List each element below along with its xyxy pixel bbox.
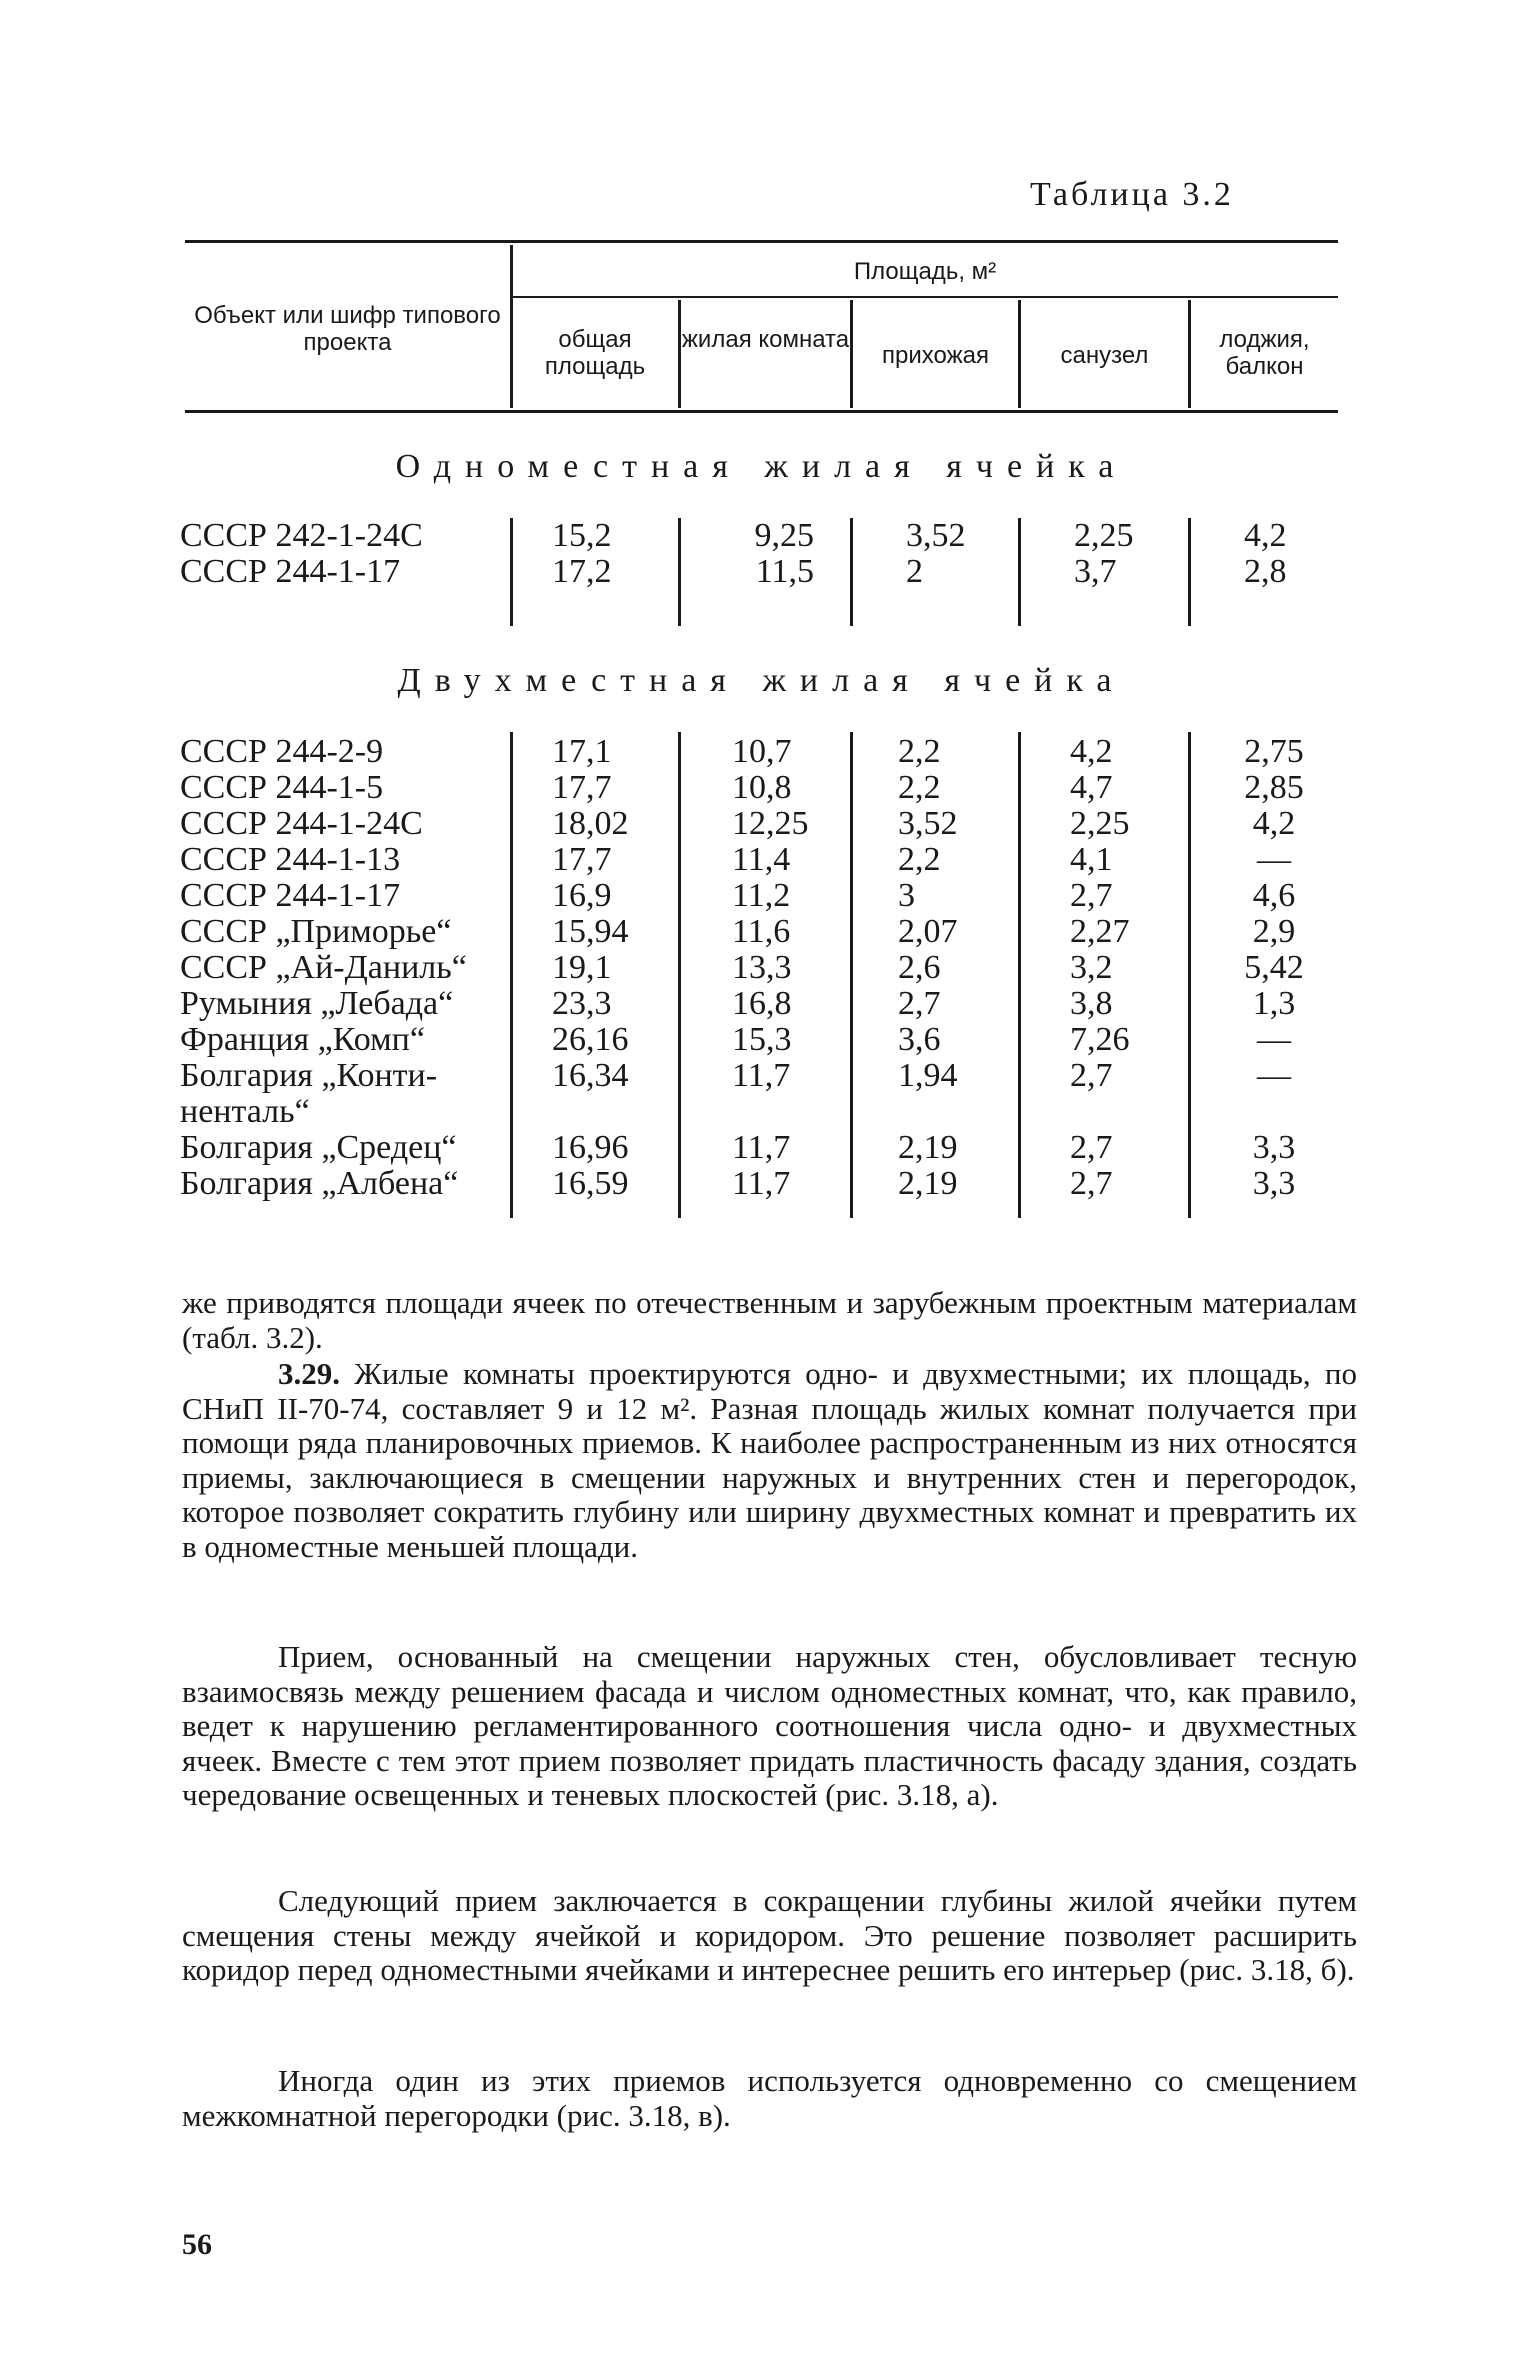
table-row-name: СССР 244-1-17: [180, 877, 401, 914]
cell-hall: 1,94: [898, 1057, 958, 1094]
cell-total: 16,34: [552, 1057, 629, 1094]
table-row-name: СССР 242-1-24С: [180, 517, 423, 554]
cell-loggia: —: [1257, 1021, 1291, 1058]
cell-total: 16,9: [552, 877, 612, 914]
cell-living: 15,3: [732, 1021, 792, 1058]
cell-bath: 3,8: [1070, 985, 1113, 1022]
cell-loggia: —: [1257, 1057, 1291, 1094]
table-row-name: Болгария „Конти-: [180, 1057, 438, 1094]
cell-hall: 2: [906, 553, 923, 590]
cell-loggia: 3,3: [1252, 1129, 1296, 1166]
column-divider: [1188, 518, 1191, 626]
section-title-single: Одноместная жилая ячейка: [395, 448, 1128, 485]
table-top-rule: [185, 240, 1338, 243]
section-double-hall: [898, 734, 958, 1202]
cell-hall: [898, 1094, 958, 1130]
cell-living: 16,8: [732, 985, 792, 1022]
cell-loggia: —: [1257, 841, 1291, 878]
cell-living: 11,2: [732, 877, 791, 914]
column-divider: [1188, 732, 1191, 1218]
paragraph-2: [182, 1357, 1357, 1564]
header-area-group: Площадь, м²: [853, 258, 997, 285]
paragraph-1: же приводятся площади ячеек по отечественным и зарубежным проектным материалам (табл. 3.2).: [182, 1285, 1357, 1355]
section-single-bath: [1074, 518, 1134, 590]
table-row-name: СССР 244-1-5: [180, 769, 384, 806]
cell-hall: 2,19: [898, 1129, 958, 1166]
section-title-double: Двухместная жилая ячейка: [397, 662, 1126, 699]
header-col-loggia: лоджия, балкон: [1219, 326, 1310, 380]
cell-total: 26,16: [552, 1021, 629, 1058]
cell-loggia: 2,9: [1252, 913, 1296, 950]
page-number: 56: [182, 2228, 212, 2261]
column-divider: [850, 732, 853, 1218]
cell-living: 13,3: [732, 949, 792, 986]
cell-hall: 2,19: [898, 1165, 958, 1202]
cell-bath: 2,25: [1074, 517, 1134, 554]
paragraph-4: Следующий прием заключается в сокращении глубины жилой ячейки путем смещения стены между ячейкой и коридором. Это решение позволяет расширить коридор перед одноместными ячейками и интереснее решить его интерьер (рис. 3.18, б).: [182, 1883, 1357, 1987]
cell-loggia: 4,2: [1244, 517, 1287, 554]
table-header-rule: [185, 410, 1338, 413]
cell-bath: 4,7: [1070, 769, 1113, 806]
table-row-name: Румыния „Лебада“: [180, 985, 454, 1022]
column-divider: [1018, 732, 1021, 1218]
cell-bath: 2,7: [1070, 877, 1113, 914]
table-row-name: СССР 244-2-9: [180, 733, 384, 770]
table-row-name: СССР 244-1-24С: [180, 805, 423, 842]
cell-total: 17,2: [552, 553, 612, 590]
cell-bath: 4,2: [1070, 733, 1113, 770]
cell-bath: 2,7: [1070, 1165, 1113, 1202]
cell-total: 19,1: [552, 949, 612, 986]
cell-living: 10,8: [732, 769, 792, 806]
cell-loggia: 3,3: [1252, 1165, 1296, 1202]
cell-loggia: 4,6: [1252, 877, 1296, 914]
cell-bath: 2,7: [1070, 1129, 1113, 1166]
cell-living: 11,7: [732, 1165, 791, 1202]
section-double-loggia: [1232, 734, 1316, 1202]
cell-living: 11,7: [732, 1129, 791, 1166]
cell-hall: 3,52: [898, 805, 958, 842]
cell-living: [732, 1094, 809, 1130]
cell-living: 10,7: [732, 733, 792, 770]
cell-living: 11,5: [755, 553, 814, 590]
table-row-name: СССР „Ай-Даниль“: [180, 949, 467, 986]
paragraph-5: Иногда один из этих приемов используется одновременно со смещением межкомнатной перегородки (рис. 3.18, в).: [182, 2063, 1357, 2133]
section-single-names: [180, 518, 423, 590]
cell-total: 18,02: [552, 805, 629, 842]
cell-bath: [1070, 1094, 1130, 1130]
header-object: Объект или шифр типового проекта: [194, 302, 501, 356]
section-single-loggia: [1244, 518, 1287, 590]
cell-loggia: 4,2: [1252, 805, 1296, 842]
cell-bath: 4,1: [1070, 841, 1113, 878]
section-double-names: [180, 734, 467, 1202]
header-col-total: общая площадь: [544, 326, 646, 380]
cell-hall: 3,6: [898, 1021, 941, 1058]
cell-total: 17,7: [552, 841, 612, 878]
cell-loggia: [1232, 1094, 1316, 1130]
cell-loggia: 2,85: [1244, 769, 1304, 806]
cell-loggia: 2,8: [1244, 553, 1287, 590]
column-divider: [678, 518, 681, 626]
cell-living: 11,7: [732, 1057, 791, 1094]
table-row-name: СССР „Приморье“: [180, 913, 452, 950]
cell-hall: 2,6: [898, 949, 941, 986]
cell-loggia: 5,42: [1244, 949, 1304, 986]
cell-hall: 2,07: [898, 913, 958, 950]
cell-bath: 2,27: [1070, 913, 1130, 950]
section-single-total: [552, 518, 612, 590]
header-col-bath: санузел: [1060, 342, 1149, 369]
cell-bath: 2,25: [1070, 805, 1130, 842]
cell-total: 16,96: [552, 1129, 629, 1166]
cell-hall: 3: [898, 877, 915, 914]
cell-living: 11,4: [732, 841, 791, 878]
section-double-total: [552, 734, 629, 1202]
section-single-living: [718, 518, 814, 590]
cell-total: 17,7: [552, 769, 612, 806]
table-row-name: Франция „Комп“: [180, 1021, 425, 1058]
column-divider: [510, 518, 513, 626]
cell-total: 15,2: [552, 517, 612, 554]
column-divider: [510, 732, 513, 1218]
section-single-hall: [906, 518, 966, 590]
cell-loggia: 2,75: [1244, 733, 1304, 770]
paragraph-3: Прием, основанный на смещении наружных стен, обусловливает тесную взаимосвязь между решением фасада и числом одноместных комнат, что, как правило, ведет к нарушению регламентированного соотношения числа одно- и двухместных ячеек. Вместе с тем этот прием позволяет придать пластичность фасаду здания, создать чередование освещенных и теневых плоскостей (рис. 3.18, а).: [182, 1639, 1357, 1812]
cell-living: 12,25: [732, 805, 809, 842]
column-divider: [850, 518, 853, 626]
cell-hall: 2,2: [898, 733, 941, 770]
table-caption: Таблица 3.2: [1030, 176, 1234, 213]
column-divider: [1018, 518, 1021, 626]
table-row-name: ненталь“: [180, 1093, 310, 1130]
cell-total: [552, 1094, 629, 1130]
table-row-name: СССР 244-1-13: [180, 841, 401, 878]
cell-hall: 2,2: [898, 769, 941, 806]
header-col-hall: прихожая: [882, 342, 989, 369]
cell-hall: 2,7: [898, 985, 941, 1022]
cell-loggia: 1,3: [1252, 985, 1296, 1022]
cell-bath: 3,7: [1074, 553, 1117, 590]
section-double-living: [732, 734, 809, 1202]
cell-bath: 7,26: [1070, 1021, 1130, 1058]
area-group-rule: [512, 296, 1338, 298]
cell-living: 11,6: [732, 913, 791, 950]
cell-bath: 2,7: [1070, 1057, 1113, 1094]
cell-total: 17,1: [552, 733, 612, 770]
cell-hall: 2,2: [898, 841, 941, 878]
cell-bath: 3,2: [1070, 949, 1113, 986]
section-number: 3.29.: [278, 1356, 340, 1391]
table-row-name: СССР 244-1-17: [180, 553, 401, 590]
cell-hall: 3,52: [906, 517, 966, 554]
column-divider: [678, 732, 681, 1218]
section-double-bath: [1070, 734, 1130, 1202]
cell-total: 23,3: [552, 985, 612, 1022]
cell-living: 9,25: [754, 517, 814, 554]
table-row-name: Болгария „Албена“: [180, 1165, 459, 1202]
header-col-living: жилая комната: [681, 326, 850, 353]
cell-total: 15,94: [552, 913, 629, 950]
header-divider: [678, 300, 681, 408]
cell-total: 16,59: [552, 1165, 629, 1202]
table-row-name: Болгария „Средец“: [180, 1129, 457, 1166]
paragraph-2-text: Жилые комнаты проектируются одно- и двухместными; их площадь, по СНиП II-70-74, составляет 9 и 12 м². Разная площадь жилых комнат получается при помощи ряда планировочных приемов. К наиболее распространенным из них относятся приемы, заключающиеся в смещении наружных и внутренних стен и перегородок, которое позволяет сократить глубину или ширину двухместных комнат и превратить их в одноместные меньшей площади.: [182, 1356, 1357, 1564]
